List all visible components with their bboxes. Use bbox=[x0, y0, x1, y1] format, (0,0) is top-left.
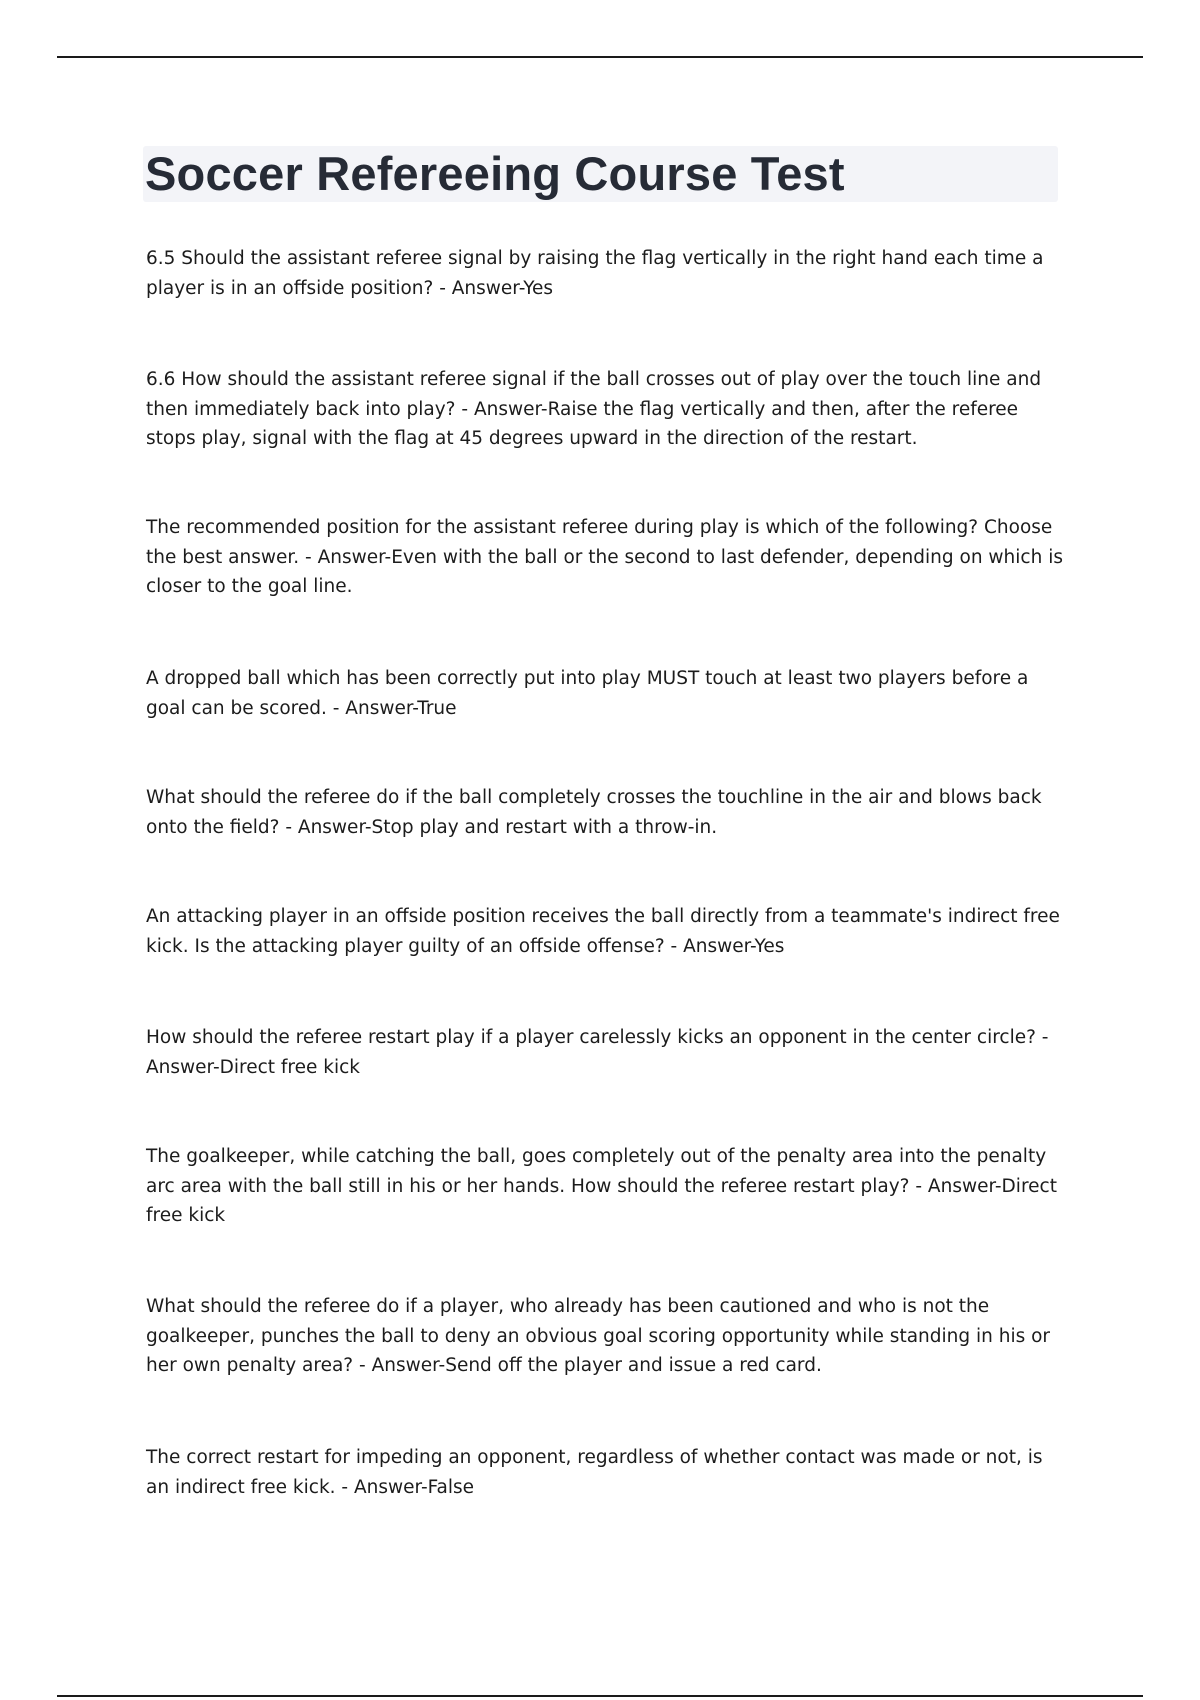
qa-item: What should the referee do if a player, who already has been cautioned and who is not the goalkeeper, punches the ball to deny an obvious goal scoring opportunity while standing in his or her own penalty area? - Answer-Send off the player and issue a red card. bbox=[146, 1296, 1051, 1376]
qa-item: The goalkeeper, while catching the ball, goes completely out of the penalty area into the penalty arc area with the ball still in his or her hands. How should the referee restart play? - Answer-Direct free kick bbox=[146, 1146, 1057, 1226]
qa-item: A dropped ball which has been correctly put into play MUST touch at least two players before a goal can be scored. - Answer-True bbox=[146, 668, 1029, 719]
qa-item: How should the referee restart play if a player carelessly kicks an opponent in the center circle? - Answer-Direct free kick bbox=[146, 1027, 1049, 1078]
qa-item: An attacking player in an offside position receives the ball directly from a teammate's indirect free kick. Is the attacking player guilty of an offside offense? - Answer-Yes bbox=[146, 906, 1060, 957]
qa-item: 6.5 Should the assistant referee signal by raising the flag vertically in the right hand each time a player is in an offside position? - Answer-Yes bbox=[146, 248, 1044, 299]
top-rule bbox=[57, 56, 1143, 58]
qa-item: The recommended position for the assistant referee during play is which of the following? Choose the best answer. - Answer-Even with the ball or the second to last defender, depending on which is closer to the goal line. bbox=[146, 517, 1063, 597]
qa-item: The correct restart for impeding an opponent, regardless of whether contact was made or not, is an indirect free kick. - Answer-False bbox=[146, 1447, 1043, 1498]
page-title: Soccer Refereeing Course Test bbox=[145, 147, 845, 200]
bottom-rule bbox=[57, 1695, 1143, 1697]
qa-item: What should the referee do if the ball completely crosses the touchline in the air and blows back onto the field? - Answer-Stop play and restart with a throw-in. bbox=[146, 787, 1042, 838]
qa-item: 6.6 How should the assistant referee signal if the ball crosses out of play over the touch line and then immediately back into play? - Answer-Raise the flag vertically and then, after the referee stops play, signal with the flag at 45 degrees upward in the direction of the restart. bbox=[146, 369, 1042, 449]
